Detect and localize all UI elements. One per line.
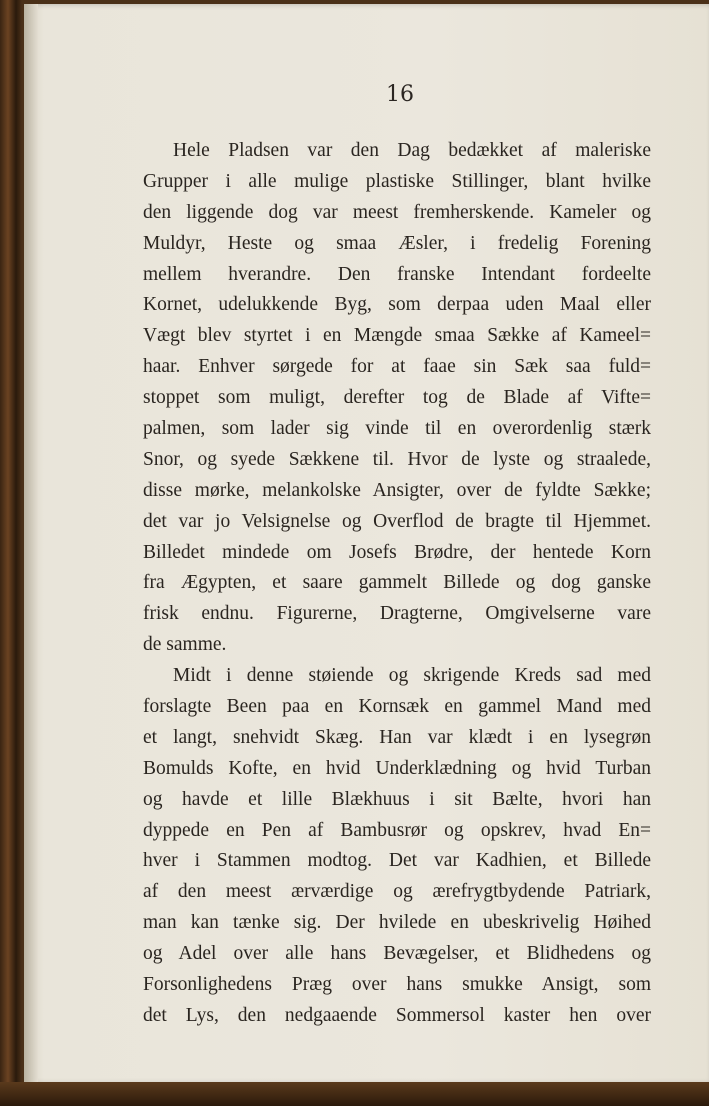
- book-cover-edge: [0, 1082, 709, 1106]
- text-line: palmen, som lader sig vinde til en overordenlig stærk: [143, 418, 651, 440]
- text-line: det Lys, den nedgaaende Sommersol kaster hen over: [143, 1004, 651, 1026]
- text-line: dyppede en Pen af Bambusrør og opskrev, hvad En=: [143, 819, 651, 841]
- text-line: frisk endnu. Figurerne, Dragterne, Omgivelserne vare: [143, 603, 651, 625]
- text-line: stoppet som muligt, derefter tog de Blade af Vifte=: [143, 387, 651, 409]
- text-line: haar. Enhver sørgede for at faae sin Sæk saa fuld=: [143, 356, 651, 378]
- text-line: mellem hverandre. Den franske Intendant fordeelte: [143, 263, 651, 285]
- text-line: disse mørke, melankolske Ansigter, over de fyldte Sække;: [143, 479, 651, 501]
- text-line: og Adel over alle hans Bevægelser, et Blidhedens og: [143, 943, 651, 965]
- text-line: et langt, snehvidt Skæg. Han var klædt i en lysegrøn: [143, 726, 651, 748]
- text-line: Kornet, udelukkende Byg, som derpaa uden Maal eller: [143, 294, 651, 316]
- text-line: de samme.: [143, 634, 227, 656]
- text-line: Midt i denne støiende og skrigende Kreds sad med: [173, 665, 651, 687]
- text-line: Muldyr, Heste og smaa Æsler, i fredelig Forening: [143, 232, 651, 254]
- page-number: 16: [386, 82, 414, 107]
- text-line: det var jo Velsignelse og Overflod de bragte til Hjemmet.: [143, 510, 651, 532]
- text-line: Bomulds Kofte, en hvid Underklædning og hvid Turban: [143, 757, 651, 779]
- text-line: Hele Pladsen var den Dag bedækket af maleriske: [173, 140, 651, 161]
- text-line: man kan tænke sig. Der hvilede en ubeskrivelig Høihed: [143, 912, 651, 934]
- text-line: Grupper i alle mulige plastiske Stillinger, blant hvilke: [143, 170, 651, 192]
- text-line: fra Ægypten, et saare gammelt Billede og dog ganske: [143, 572, 651, 594]
- text-line: Billedet mindede om Josefs Brødre, der hentede Korn: [143, 541, 651, 563]
- page-gutter: [24, 4, 38, 1084]
- text-line: den liggende dog var meest fremherskende. Kameler og: [143, 201, 651, 223]
- text-line: Snor, og syede Sækkene til. Hvor de lyste og straalede,: [143, 448, 651, 470]
- text-line: og havde et lille Blækhuus i sit Bælte, hvori han: [143, 788, 651, 810]
- text-line: af den meest ærværdige og ærefrygtbydende Patriark,: [143, 881, 651, 903]
- text-line: hver i Stammen modtog. Det var Kadhien, et Billede: [143, 850, 651, 872]
- text-line: forslagte Been paa en Kornsæk en gammel Mand med: [143, 696, 651, 718]
- body-text: [143, 136, 651, 1032]
- text-line: Forsonlighedens Præg over hans smukke Ansigt, som: [143, 974, 651, 996]
- text-line: Vægt blev styrtet i en Mængde smaa Sække af Kameel=: [143, 325, 651, 347]
